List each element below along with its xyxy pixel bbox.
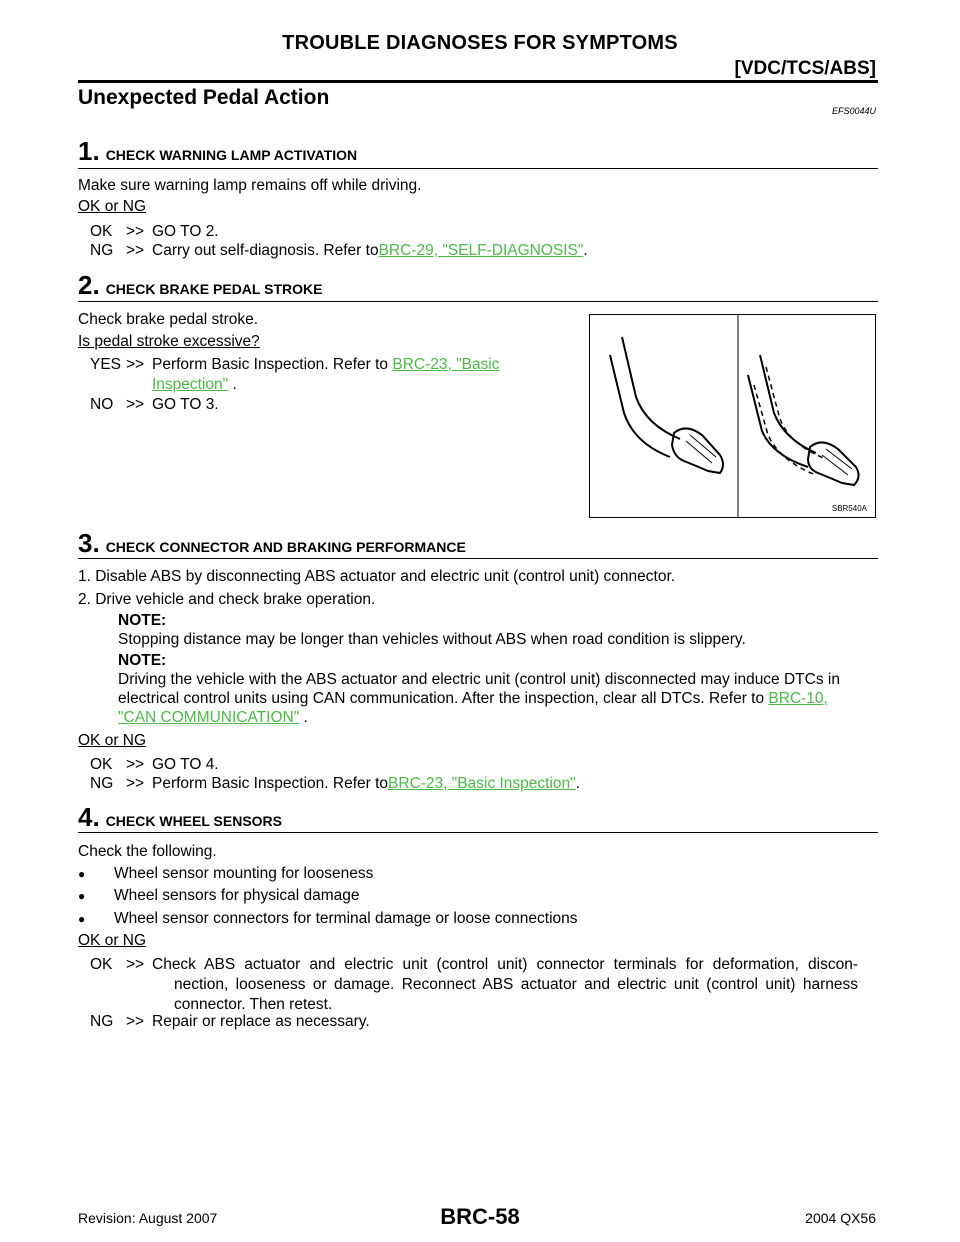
step-1-answer-ng: NG >> Carry out self-diagnosis. Refer to BRC-29, "SELF-DIAGNOSIS" . [90, 242, 588, 259]
note-2-line-3: "CAN COMMUNICATION" . [118, 709, 308, 726]
link-basic-inspection-2[interactable]: BRC-23, "Basic Inspection" [388, 775, 576, 792]
step-number: 2. [78, 270, 100, 300]
step-2-body: Check brake pedal stroke. [78, 311, 259, 328]
bullet-icon: ● [78, 867, 86, 881]
note-2-line-2: electrical control units using CAN communication. After the inspection, clear all DTCs. Refer to BRC-10, [118, 690, 828, 707]
step-title: CHECK WARNING LAMP ACTIVATION [105, 147, 358, 163]
brake-pedal-stroke-figure [589, 314, 876, 518]
step-3-heading [78, 528, 466, 559]
page-number: BRC-58 [440, 1204, 520, 1229]
step-1-answer-ok: OK >> GO TO 2. [90, 223, 219, 240]
page-header-title: TROUBLE DIAGNOSES FOR SYMPTOMS [282, 32, 678, 54]
step-4-body: Check the following. [78, 843, 217, 860]
step-4-question: OK or NG [78, 932, 147, 949]
section-title: Unexpected Pedal Action [78, 86, 330, 109]
list-item: ● Wheel sensor mounting for looseness [78, 865, 374, 882]
step-3-answer-ng: NG >> Perform Basic Inspection. Refer to BRC-23, "Basic Inspection" . [90, 775, 580, 792]
link-basic-inspection[interactable]: BRC-23, "Basic [392, 356, 500, 373]
list-item: ● Wheel sensors for physical damage [78, 887, 360, 904]
step-3-question: OK or NG [78, 732, 147, 749]
note-2-line-1: Driving the vehicle with the ABS actuator and electric unit (control unit) disconnected may induce DTCs in [118, 671, 840, 688]
step-rule [78, 832, 878, 833]
link-can-communication-cont[interactable]: "CAN COMMUNICATION" [118, 709, 300, 726]
step-2-heading [78, 270, 322, 301]
page-header-subtitle: [VDC/TCS/ABS] [734, 58, 876, 79]
step-4-answer-ok: OK >> Check ABS actuator and electric unit (control unit) connector terminals for deformation, discon- nection, looseness or damage. Reconnect ABS actuator and electric unit (control unit) harness connector. Then retest. [90, 956, 858, 1013]
step-2-question: Is pedal stroke excessive? [78, 333, 260, 350]
note-1-text: Stopping distance may be longer than vehicles without ABS when road condition is slippery. [118, 631, 746, 648]
step-title: CHECK CONNECTOR AND BRAKING PERFORMANCE [105, 539, 466, 555]
step-title: CHECK WHEEL SENSORS [105, 813, 283, 829]
step-3-answer-ok: OK >> GO TO 4. [90, 756, 219, 773]
footer-model: 2004 QX56 [805, 1210, 876, 1226]
step-rule [78, 168, 878, 169]
step-4-heading [78, 802, 282, 833]
bullet-icon: ● [78, 889, 86, 903]
step-3-item-1: 1. Disable ABS by disconnecting ABS actuator and electric unit (control unit) connector. [78, 568, 676, 585]
footer-revision: Revision: August 2007 [78, 1210, 218, 1226]
link-can-communication[interactable]: BRC-10, [768, 690, 828, 707]
list-item: ● Wheel sensor connectors for terminal damage or loose connections [78, 910, 578, 927]
step-rule [78, 301, 878, 302]
section-code: EFS0044U [831, 106, 876, 116]
bullet-icon: ● [78, 912, 86, 926]
step-number: 1. [78, 136, 100, 166]
figure-label: SBR540A [831, 504, 867, 513]
step-1-heading [78, 136, 357, 167]
step-number: 3. [78, 528, 100, 558]
step-2-answer-yes: YES >> Perform Basic Inspection. Refer to BRC-23, "Basic Inspection" . [90, 356, 500, 393]
header-rule [78, 80, 878, 83]
step-3-item-2: 2. Drive vehicle and check brake operation. [78, 591, 376, 608]
step-title: CHECK BRAKE PEDAL STROKE [105, 281, 323, 297]
link-basic-inspection-cont[interactable]: Inspection" [152, 376, 229, 393]
step-2-answer-no: NO >> GO TO 3. [90, 396, 219, 413]
step-rule [78, 558, 878, 559]
step-number: 4. [78, 802, 100, 832]
link-self-diagnosis[interactable]: BRC-29, "SELF-DIAGNOSIS" [378, 242, 584, 259]
note-label: NOTE: [118, 652, 167, 669]
step-1-question: OK or NG [78, 198, 147, 215]
step-4-answer-ng: NG >> Repair or replace as necessary. [90, 1013, 370, 1030]
step-1-body: Make sure warning lamp remains off while driving. [78, 177, 422, 194]
brake-pedal-illustration [590, 315, 875, 517]
note-label: NOTE: [118, 612, 167, 629]
